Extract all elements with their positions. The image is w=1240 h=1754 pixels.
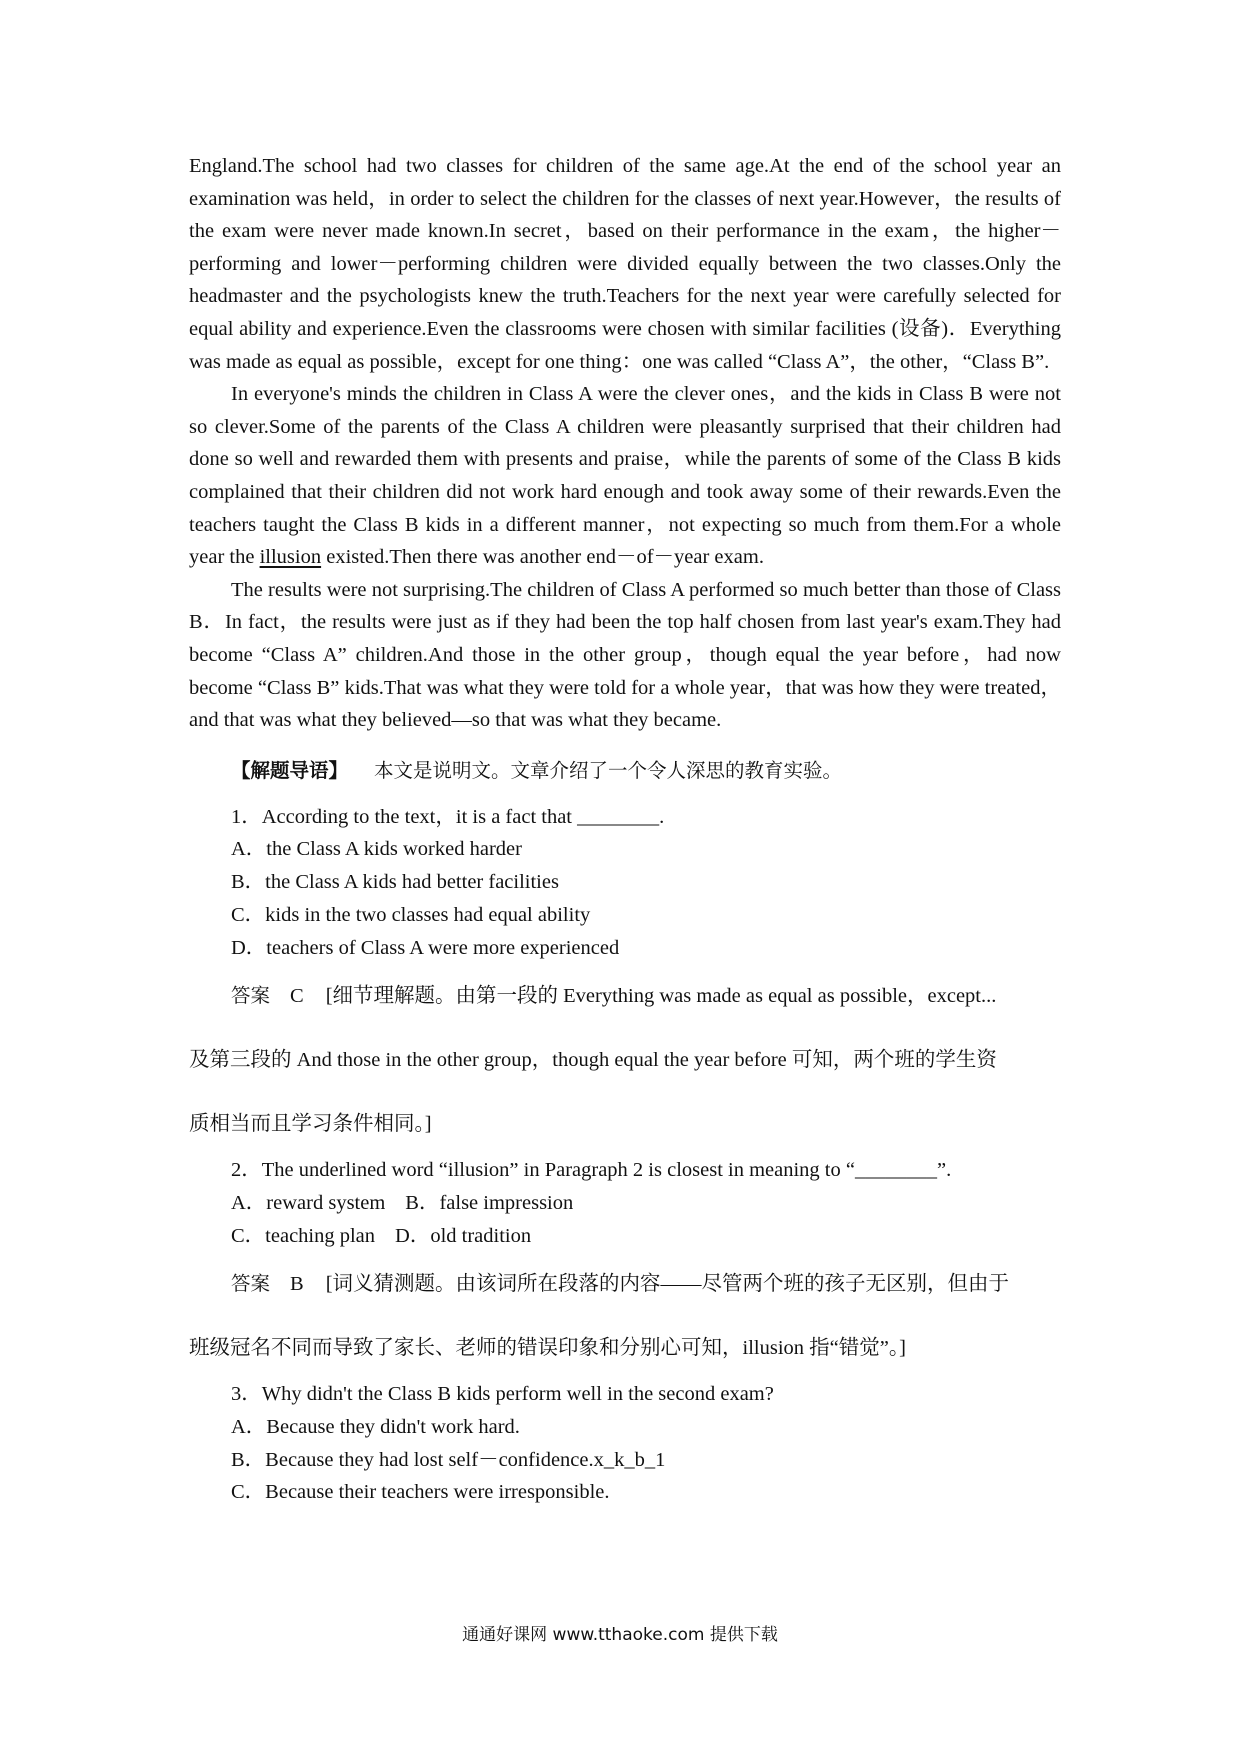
page-content: [189, 150, 1061, 1509]
option-b: B．false impression: [405, 1191, 574, 1214]
passage-paragraph-3: The results were not surprising.The children of Class A performed so much better than those of Class B．In fact，the results were just as if they had been the top half chosen from last year's exam.They had become “Class A” children.And those in the other group，though equal the year before，had now become “Class B” kids.That was what they were told for a whole year，that was how they were treated，and that was what they believed—so that was what they became.: [189, 578, 1061, 732]
question-stem: 2．The underlined word “illusion” in Paragraph 2 is closest in meaning to “________”.: [231, 1159, 952, 1182]
option-a: A．Because they didn't work hard.: [231, 1416, 520, 1439]
option-b: B．Because they had lost self－confidence.x_k_b_1: [231, 1448, 666, 1471]
answer-line-1: [189, 1268, 1061, 1300]
option-d: D．teachers of Class A were more experienced: [231, 936, 620, 959]
option-c: C．kids in the two classes had equal ability: [231, 903, 591, 926]
answer-key: C: [290, 985, 304, 1008]
question-3: [189, 1378, 1061, 1509]
option-c: C．Because their teachers were irresponsible.: [231, 1481, 610, 1504]
option-a: A．reward system: [231, 1191, 386, 1214]
option-a: A．the Class A kids worked harder: [231, 838, 522, 861]
options-row-ab: [231, 1187, 1061, 1220]
answer-key: B: [290, 1273, 304, 1296]
answer-title: 答案: [231, 1272, 271, 1296]
passage-paragraph-2-part-1: In everyone's minds the children in Class A were the clever ones，and the kids in Class B were not so clever.Some of the parents of the Class A children were pleasantly surprised that their children had done so well and rewarded them with presents and praise，while the parents of some of the Class B kids complained that their children did not work hard enough and took away some of their rewards.Even the teachers taught the Class B kids in a different manner，not expecting so much from them.For a whole year the: [189, 383, 1061, 569]
question-2: [189, 1154, 1061, 1364]
answer-block: [189, 1268, 1061, 1364]
answer-explanation-3: 质相当而且学习条件相同。]: [189, 1113, 432, 1136]
option-b: B．the Class A kids had better facilities: [231, 871, 559, 894]
underlined-word: illusion: [259, 546, 322, 569]
passage-paragraph-2-part-2: existed.Then there was another end－of－year exam.: [321, 546, 764, 569]
answer-block: [189, 980, 1061, 1140]
option-d: D．old tradition: [395, 1224, 532, 1247]
page-footer: 通通好课网 www.tthaoke.com 提供下载: [462, 1625, 778, 1645]
solution-guide: [231, 755, 1061, 787]
question-stem: 3．Why didn't the Class B kids perform well in the second exam?: [231, 1383, 774, 1406]
answer-explanation-2: 及第三段的 And those in the other group，though equal the year before 可知，两个班的学生资: [189, 1049, 997, 1072]
question-stem: 1．According to the text，it is a fact that ________.: [231, 805, 665, 828]
answer-explanation-1: [细节理解题。由第一段的 Everything was made as equal as possible，except...: [325, 985, 997, 1008]
guide-text: 本文是说明文。文章介绍了一个令人深思的教育实验。: [374, 758, 843, 782]
question-1: [189, 801, 1061, 1141]
option-c: C．teaching plan: [231, 1224, 376, 1247]
answer-line-1: [189, 980, 1061, 1012]
guide-tag: 【解题导语】: [231, 758, 349, 782]
passage-paragraph-2: [189, 378, 1061, 574]
passage-paragraph-1: England.The school had two classes for children of the same age.At the end of the school year an examination was held，in order to select the children for the classes of next year.However，the results of the exam were never made known.In secret，based on their performance in the exam，the higher－performing and lower－performing children were divided equally between the two classes.Only the headmaster and the psychologists knew the truth.Teachers for the next year were carefully selected for equal ability and experience.Even the classrooms were chosen with similar facilities (设备)．Everything was made as equal as possible，except for one thing：one was called “Class A”，the other，“Class B”.: [189, 155, 1061, 373]
answer-explanation-1: [词义猜测题。由该词所在段落的内容——尽管两个班的孩子无区别，但由于: [325, 1273, 1010, 1296]
answer-explanation-2: 班级冠名不同而导致了家长、老师的错误印象和分别心可知，illusion 指“错觉”。]: [189, 1337, 906, 1360]
answer-title: 答案: [231, 984, 271, 1008]
options-row-cd: [231, 1220, 1061, 1253]
